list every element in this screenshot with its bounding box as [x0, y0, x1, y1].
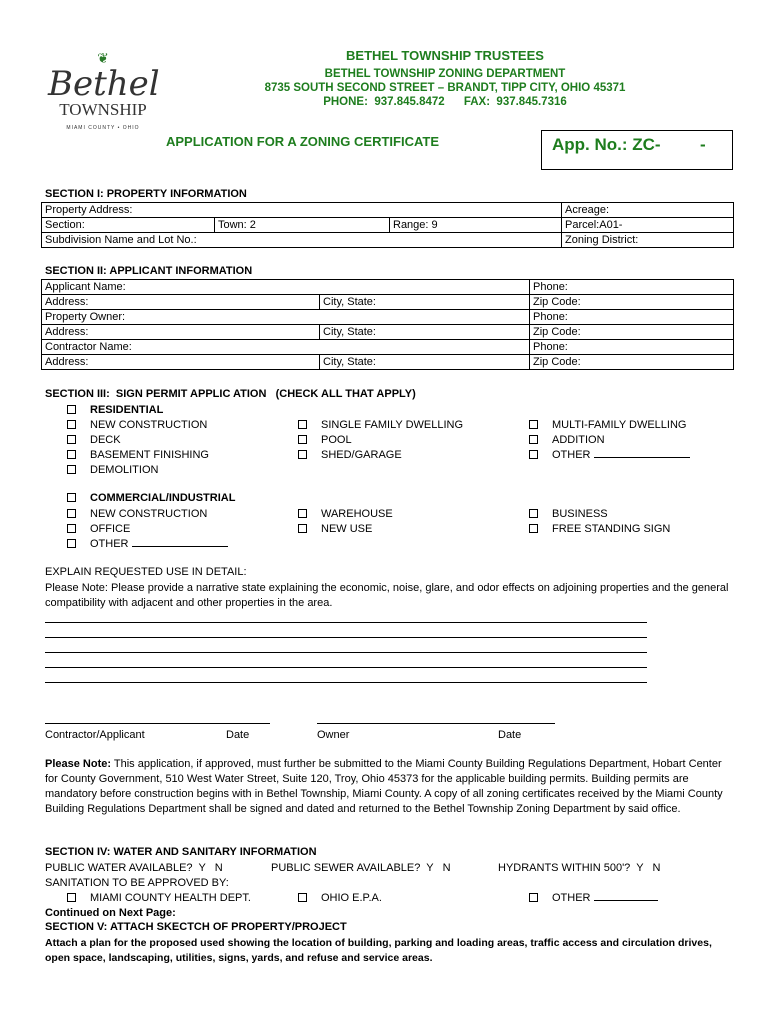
contractor-signature-line[interactable] — [45, 723, 270, 724]
com-new-construction[interactable]: NEW CONSTRUCTION — [67, 507, 207, 522]
property-address-field[interactable]: Property Address: — [42, 203, 562, 218]
checkbox-icon[interactable] — [529, 893, 538, 902]
contractor-zip-field[interactable]: Zip Code: — [530, 355, 734, 370]
owner-phone-field[interactable]: Phone: — [530, 310, 734, 325]
owner-zip-field[interactable]: Zip Code: — [530, 325, 734, 340]
app-number-dash: - — [700, 135, 706, 154]
public-water-question[interactable]: PUBLIC WATER AVAILABLE? Y N — [45, 862, 223, 874]
checkbox-icon[interactable] — [529, 435, 538, 444]
hydrants-question[interactable]: HYDRANTS WITHIN 500'? Y N — [498, 862, 661, 874]
explain-line-3[interactable] — [45, 652, 647, 653]
checkbox-icon[interactable] — [67, 524, 76, 533]
dept-title: BETHEL TOWNSHIP ZONING DEPARTMENT — [324, 68, 566, 80]
com-office[interactable]: OFFICE — [67, 522, 130, 537]
checkbox-icon[interactable] — [529, 524, 538, 533]
checkbox-icon[interactable] — [67, 465, 76, 474]
explain-line-2[interactable] — [45, 637, 647, 638]
owner-signature-label: Owner — [317, 729, 350, 741]
checkbox-icon[interactable] — [298, 450, 307, 459]
explain-note: Please Note: Please provide a narrative state explaining the economic, noise, glare, and odor effects on adjoining properties and the general compatibility with adjacent and other properties in the area. — [45, 582, 729, 609]
logo-sub: MIAMI COUNTY • OHIO — [66, 125, 140, 131]
checkbox-icon[interactable] — [67, 405, 76, 414]
res-new-construction[interactable]: NEW CONSTRUCTION — [67, 418, 207, 433]
owner-date-label: Date — [498, 729, 522, 741]
checkbox-icon[interactable] — [67, 435, 76, 444]
section-field[interactable]: Section: — [42, 218, 215, 233]
acreage-field[interactable]: Acreage: — [562, 203, 734, 218]
checkbox-icon[interactable] — [298, 435, 307, 444]
section5-text: Attach a plan for the proposed used showing the location of building, parking and loading areas, traffic access and circulation drives, open space, landscaping, utilities, signs, yards, and refuse and service areas. — [45, 937, 712, 964]
com-new-use[interactable]: NEW USE — [298, 522, 372, 537]
res-other[interactable]: OTHER — [529, 448, 690, 463]
opt-other-line[interactable] — [594, 900, 658, 901]
explain-line-5[interactable] — [45, 682, 647, 683]
opt-ohio-epa[interactable]: OHIO E.P.A. — [298, 891, 382, 906]
applicant-info-table — [41, 279, 734, 370]
org-title: BETHEL TOWNSHIP TRUSTEES — [346, 48, 544, 63]
contractor-signature-label: Contractor/Applicant — [45, 729, 145, 741]
owner-city-field[interactable]: City, State: — [320, 325, 530, 340]
town-field[interactable]: Town: 2 — [215, 218, 390, 233]
section4-title: SECTION IV: WATER AND SANITARY INFORMATION — [45, 846, 317, 858]
applicant-address-field[interactable]: Address: — [42, 295, 320, 310]
zoning-district-field[interactable]: Zoning District: — [562, 233, 734, 248]
com-other[interactable]: OTHER — [67, 537, 228, 552]
res-pool[interactable]: POOL — [298, 433, 352, 448]
logo-script: Bethel — [48, 64, 160, 104]
explain-label: EXPLAIN REQUESTED USE IN DETAIL: — [45, 566, 247, 578]
dept-contact: PHONE: 937.845.8472 FAX: 937.845.7316 — [323, 96, 567, 108]
opt-health-dept[interactable]: MIAMI COUNTY HEALTH DEPT. — [67, 891, 251, 906]
com-other-line[interactable] — [132, 546, 228, 547]
commercial-heading[interactable]: COMMERCIAL/INDUSTRIAL — [67, 491, 235, 506]
form-title: APPLICATION FOR A ZONING CERTIFICATE — [166, 134, 439, 149]
com-business[interactable]: BUSINESS — [529, 507, 608, 522]
checkbox-icon[interactable] — [529, 450, 538, 459]
parcel-field[interactable]: Parcel:A01- — [562, 218, 734, 233]
contractor-city-field[interactable]: City, State: — [320, 355, 530, 370]
checkbox-icon[interactable] — [298, 524, 307, 533]
dept-address: 8735 SOUTH SECOND STREET – BRANDT, TIPP CITY, OHIO 45371 — [264, 82, 626, 94]
checkbox-icon[interactable] — [67, 493, 76, 502]
checkbox-icon[interactable] — [67, 893, 76, 902]
com-free-standing-sign[interactable]: FREE STANDING SIGN — [529, 522, 670, 537]
explain-line-4[interactable] — [45, 667, 647, 668]
range-field[interactable]: Range: 9 — [390, 218, 562, 233]
checkbox-icon[interactable] — [67, 509, 76, 518]
contractor-date-label: Date — [226, 729, 250, 741]
section2-title: SECTION II: APPLICANT INFORMATION — [45, 265, 253, 277]
logo-word: TOWNSHIP — [59, 100, 147, 119]
applicant-zip-field[interactable]: Zip Code: — [530, 295, 734, 310]
contractor-name-field[interactable]: Contractor Name: — [42, 340, 530, 355]
owner-address-field[interactable]: Address: — [42, 325, 320, 340]
explain-line-1[interactable] — [45, 622, 647, 623]
please-note-paragraph — [45, 757, 735, 817]
applicant-phone-field[interactable]: Phone: — [530, 280, 734, 295]
com-warehouse[interactable]: WAREHOUSE — [298, 507, 393, 522]
opt-other[interactable]: OTHER — [529, 891, 658, 906]
public-sewer-question[interactable]: PUBLIC SEWER AVAILABLE? Y N — [271, 862, 451, 874]
residential-heading[interactable]: RESIDENTIAL — [67, 403, 163, 418]
res-other-line[interactable] — [594, 457, 690, 458]
section1-title: SECTION I: PROPERTY INFORMATION — [45, 188, 247, 200]
res-demolition[interactable]: DEMOLITION — [67, 463, 158, 478]
applicant-name-field[interactable]: Applicant Name: — [42, 280, 530, 295]
contractor-address-field[interactable]: Address: — [42, 355, 320, 370]
res-single-family[interactable]: SINGLE FAMILY DWELLING — [298, 418, 463, 433]
section3-title: SECTION III: SIGN PERMIT APPLIC ATION (CHECK ALL THAT APPLY) — [45, 388, 416, 400]
res-deck[interactable]: DECK — [67, 433, 121, 448]
owner-name-field[interactable]: Property Owner: — [42, 310, 530, 325]
continued-label: Continued on Next Page: — [45, 907, 176, 919]
app-number-label: App. No.: ZC- — [552, 135, 661, 154]
subdivision-field[interactable]: Subdivision Name and Lot No.: — [42, 233, 562, 248]
contractor-phone-field[interactable]: Phone: — [530, 340, 734, 355]
app-number-box[interactable] — [541, 130, 733, 170]
section5-title: SECTION V: ATTACH SKECTCH OF PROPERTY/PROJECT — [45, 921, 347, 933]
please-note-label: Please Note: — [45, 758, 112, 770]
owner-signature-line[interactable] — [317, 723, 555, 724]
applicant-city-field[interactable]: City, State: — [320, 295, 530, 310]
res-basement-finishing[interactable]: BASEMENT FINISHING — [67, 448, 209, 463]
checkbox-icon[interactable] — [298, 420, 307, 429]
checkbox-icon[interactable] — [67, 420, 76, 429]
checkbox-icon[interactable] — [67, 450, 76, 459]
checkbox-icon[interactable] — [298, 893, 307, 902]
township-logo — [48, 50, 158, 140]
property-info-table — [41, 202, 734, 248]
leaf-icon: ❦ — [97, 50, 109, 66]
please-note-text: This application, if approved, must further be submitted to the Miami County Building Regulations Department, Hobart Center for County Government, 510 West Water Street, Suite 120, Troy, Ohio 45373 for the applicable building permits. Building permits are mandatory before construction begins with in Bethel Township, Miami County. A copy of all zoning certificates received by the Miami County Building Regulations Department shall be signed and dated and returned to the Bethel Township Zoning Department by said office. — [45, 758, 723, 815]
sanitation-label: SANITATION TO BE APPROVED BY: — [45, 877, 229, 889]
res-shed-garage[interactable]: SHED/GARAGE — [298, 448, 402, 463]
checkbox-icon[interactable] — [529, 420, 538, 429]
res-multi-family[interactable]: MULTI-FAMILY DWELLING — [529, 418, 686, 433]
checkbox-icon[interactable] — [298, 509, 307, 518]
res-addition[interactable]: ADDITION — [529, 433, 605, 448]
checkbox-icon[interactable] — [67, 539, 76, 548]
checkbox-icon[interactable] — [529, 509, 538, 518]
